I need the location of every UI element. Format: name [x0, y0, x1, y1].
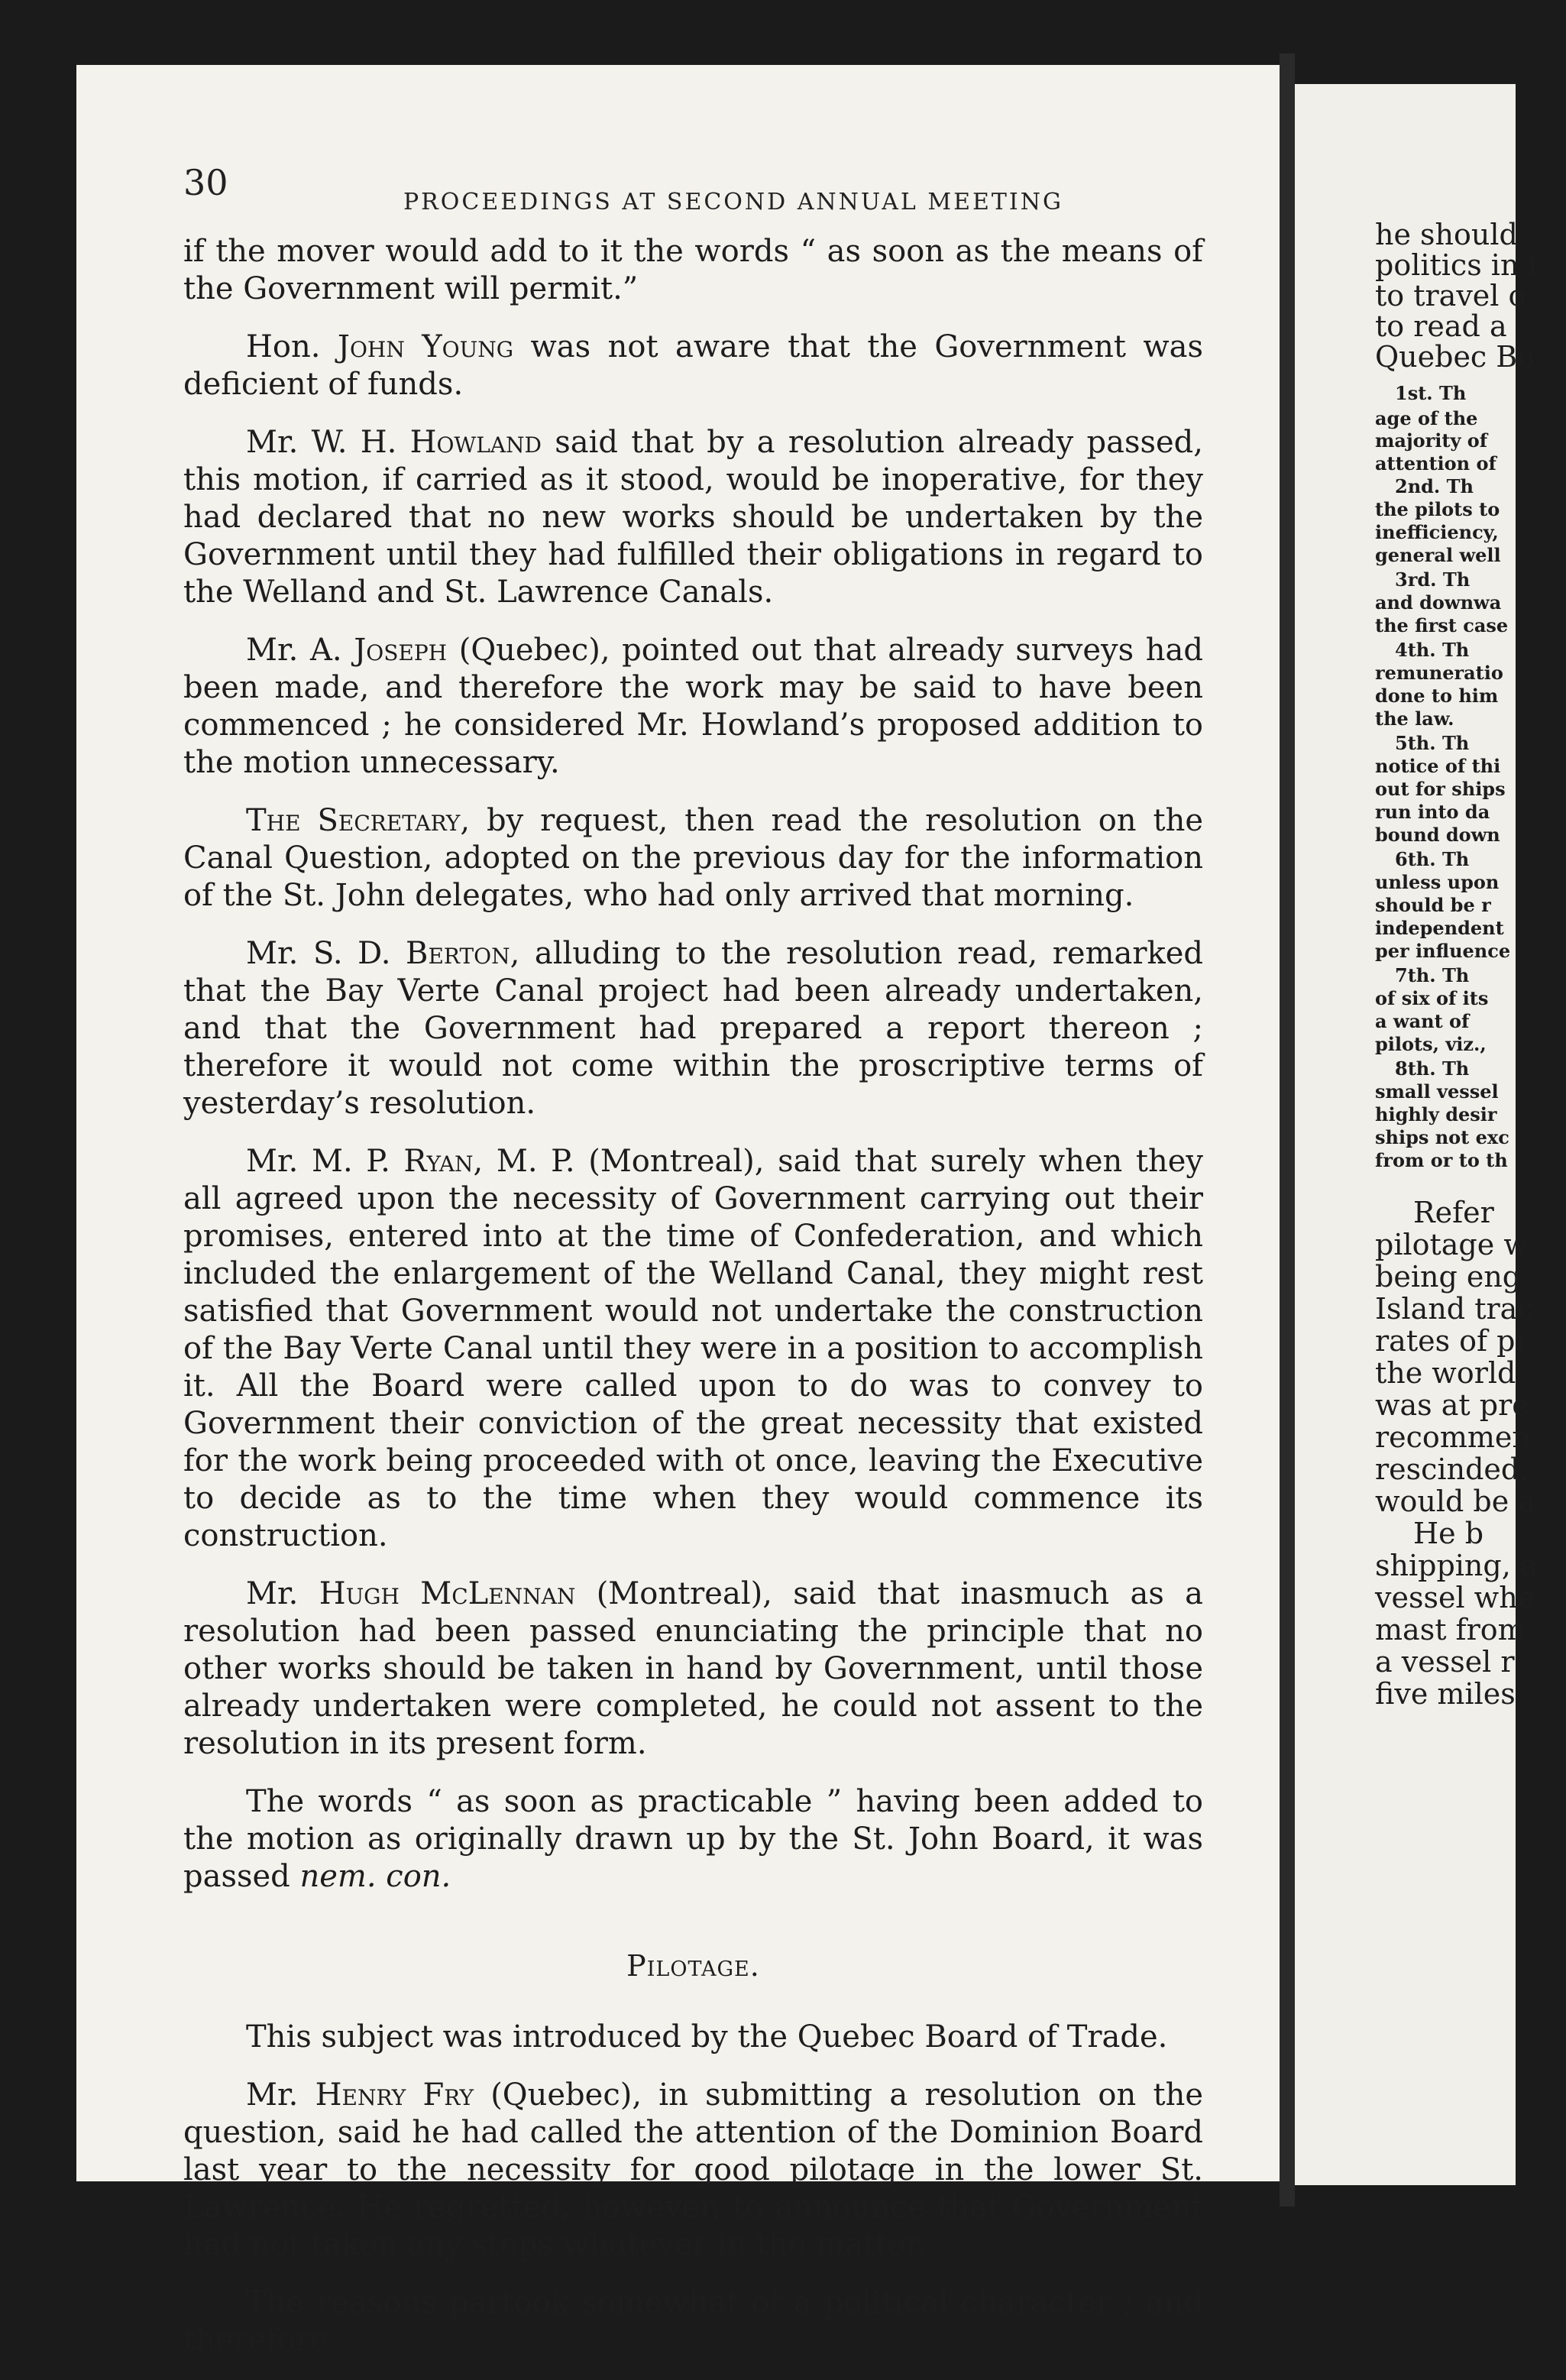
- right-page-line: Quebec Bo: [1375, 340, 1535, 374]
- right-page-line: the pilots to: [1375, 498, 1500, 520]
- right-page-line: rates of pi: [1375, 1324, 1525, 1358]
- paragraph: [183, 2019, 1203, 2056]
- paragraph: [183, 233, 1203, 308]
- paragraph-text: , alluding to the resolution read, remarked that the Bay Verte Canal project had been already undertaken, and that the Government had prepared a report thereon ; therefore it would not come within the proscriptive terms of yesterday’s resolution.: [183, 936, 1203, 1121]
- right-page-line: recommen: [1375, 1420, 1531, 1454]
- right-page-line: unless upon: [1375, 871, 1500, 893]
- right-page-line: he should: [1375, 218, 1518, 251]
- paragraph-text: The reasons partook somewhat of a political character ; and therefore: [183, 2285, 1203, 2358]
- right-page-line: a vessel r: [1375, 1645, 1515, 1679]
- right-page-line: ships not exc: [1375, 1126, 1509, 1148]
- right-page-line: the law.: [1375, 708, 1454, 730]
- right-page-line: 5th. Th: [1395, 732, 1470, 754]
- right-page-line: should be r: [1375, 894, 1491, 916]
- right-page-line: 2nd. Th: [1395, 475, 1474, 497]
- right-page-line: 7th. Th: [1395, 964, 1470, 986]
- right-page-line: general well: [1375, 544, 1501, 566]
- paragraph-text: if the mover would add to it the words “ as soon as the means of the Government will permit.”: [183, 234, 1203, 306]
- right-page-line: remuneratio: [1375, 662, 1503, 684]
- right-page-line: would be a: [1375, 1485, 1535, 1518]
- right-page-line: 1st. Th: [1395, 382, 1467, 404]
- speaker-name: Mr. Hugh McLennan: [246, 1576, 576, 1611]
- right-page-line: to read a: [1375, 309, 1507, 343]
- right-page-line: vessel whe: [1375, 1581, 1535, 1614]
- paragraph: [183, 1143, 1203, 1555]
- right-page-line: shipping, a: [1375, 1549, 1538, 1582]
- page-number: 30: [183, 162, 228, 203]
- paragraph-text: was not aware that the Government was deficient of funds.: [183, 329, 1204, 402]
- right-page-line: bound down: [1375, 824, 1500, 846]
- right-page-line: five miles: [1375, 1677, 1516, 1711]
- right-page-line: Island trac: [1375, 1292, 1534, 1326]
- right-page-line: of six of its: [1375, 987, 1489, 1009]
- paragraph-text: (Quebec), pointed out that already surveys had been made, and therefore the work may be said to have been commenced ; he considered Mr. Howland’s proposed addition to the motion unnecessary.: [183, 633, 1204, 780]
- right-page-line: was at pre: [1375, 1388, 1529, 1422]
- right-page-line: 6th. Th: [1395, 848, 1470, 870]
- paragraph: [183, 329, 1203, 403]
- right-page-line: 4th. Th: [1395, 639, 1470, 661]
- running-head: PROCEEDINGS AT SECOND ANNUAL MEETING: [403, 189, 1063, 215]
- speaker-name: Mr. S. D. Berton: [246, 936, 510, 971]
- right-page-line: rescinded,: [1375, 1452, 1529, 1486]
- right-page-line: pilots, viz.,: [1375, 1033, 1487, 1055]
- right-page-line: age of the: [1375, 407, 1478, 429]
- paragraph-text: (Quebec), in submitting a resolution on the question, said he had called the attention of the Dominion Board last year to the necessity for good pilotage in the lower St. Lawrence. He regretted, however, to announce that Government had not taken any steps whatever in the matter.: [183, 2077, 1203, 2262]
- speaker-name: Mr. W. H. Howland: [246, 425, 542, 460]
- right-page-line: a want of: [1375, 1010, 1470, 1032]
- right-page-line: to travel o: [1375, 279, 1526, 312]
- speaker-name: Mr. M. P. Ryan: [246, 1144, 474, 1179]
- right-page-line: being eng: [1375, 1260, 1522, 1294]
- right-page-line: majority of: [1375, 429, 1488, 452]
- right-page-line: politics in t: [1375, 248, 1540, 282]
- paragraph: [183, 1575, 1203, 1763]
- paragraph: [183, 802, 1203, 915]
- paragraph-text: The words “ as soon as practicable ” having been added to the motion as originally drawn up by the St. John Board, it was passed: [183, 1784, 1203, 1894]
- speaker-name: Mr. A. Joseph: [246, 633, 448, 668]
- speaker-name: Hon. John Young: [246, 329, 514, 364]
- paragraph: [183, 2284, 1203, 2359]
- page-gutter: [1280, 53, 1295, 2207]
- paragraph: [183, 424, 1203, 611]
- right-page-line: the world: [1375, 1356, 1516, 1390]
- right-page-line: highly desir: [1375, 1103, 1497, 1125]
- right-page-line: mast from: [1375, 1613, 1526, 1647]
- latin-phrase: nem. con.: [299, 1859, 451, 1894]
- paragraph: [183, 935, 1203, 1122]
- right-page-line: the first case: [1375, 614, 1509, 636]
- right-page-line: Refer: [1413, 1196, 1494, 1229]
- right-page-line: pilotage w: [1375, 1228, 1529, 1261]
- speaker-name: Mr. Henry Fry: [246, 2077, 474, 2113]
- right-page-line: per influence: [1375, 940, 1511, 962]
- paragraph: [183, 2077, 1203, 2264]
- section-heading: Pilotage.: [626, 1949, 760, 1983]
- paragraph-text: , M. P. (Montreal), said that surely when they all agreed upon the necessity of Government carrying out their promises, entered into at the time of Confederation, and which included the enlargement of the Welland Canal, they might rest satisfied that Government would not undertake the construction of the Bay Verte Canal until they were in a position to accomplish it. All the Board were called upon to do was to convey to Government their conviction of the great necessity that existed for the work being proceeded with ot once, leaving the Executive to decide as to the time when they would commence its construction.: [183, 1144, 1203, 1553]
- right-page-line: done to him: [1375, 685, 1499, 707]
- right-page-line: run into da: [1375, 801, 1490, 823]
- right-page-line: 3rd. Th: [1395, 568, 1471, 591]
- paragraph-text: (Montreal), said that inasmuch as a resolution had been passed enunciating the principle that no other works should be taken in hand by Government, until those already undertaken were completed, he could not assent to the resolution in its present form.: [183, 1576, 1203, 1761]
- speaker-name: The Secretary: [246, 803, 461, 838]
- right-page-line: and downwa: [1375, 591, 1502, 614]
- right-page-line: attention of: [1375, 452, 1496, 474]
- paragraph-text: This subject was introduced by the Quebec Board of Trade.: [246, 2019, 1168, 2055]
- right-page-line: small vessel: [1375, 1080, 1499, 1103]
- right-page-line: notice of thi: [1375, 755, 1501, 777]
- right-page-line: out for ships: [1375, 778, 1506, 800]
- right-page-line: from or to th: [1375, 1149, 1508, 1171]
- right-page-line: 8th. Th: [1395, 1057, 1470, 1080]
- left-column: [183, 233, 1203, 2380]
- paragraph: [183, 1783, 1203, 1896]
- right-page-line: independent: [1375, 917, 1504, 939]
- right-page-line: inefficiency,: [1375, 521, 1499, 543]
- paragraph: [183, 632, 1203, 782]
- paragraph-text: said that by a resolution already passed, this motion, if carried as it stood, would be inoperative, for they had declared that no new works should be undertaken by the Government until they had fulfilled their obligations in regard to the Welland and St. Lawrence Canals.: [183, 425, 1203, 610]
- right-page-line: He b: [1413, 1517, 1484, 1550]
- paragraph-text: , by request, then read the resolution on the Canal Question, adopted on the previous day for the information of the St. John delegates, who had only arrived that morning.: [183, 803, 1204, 913]
